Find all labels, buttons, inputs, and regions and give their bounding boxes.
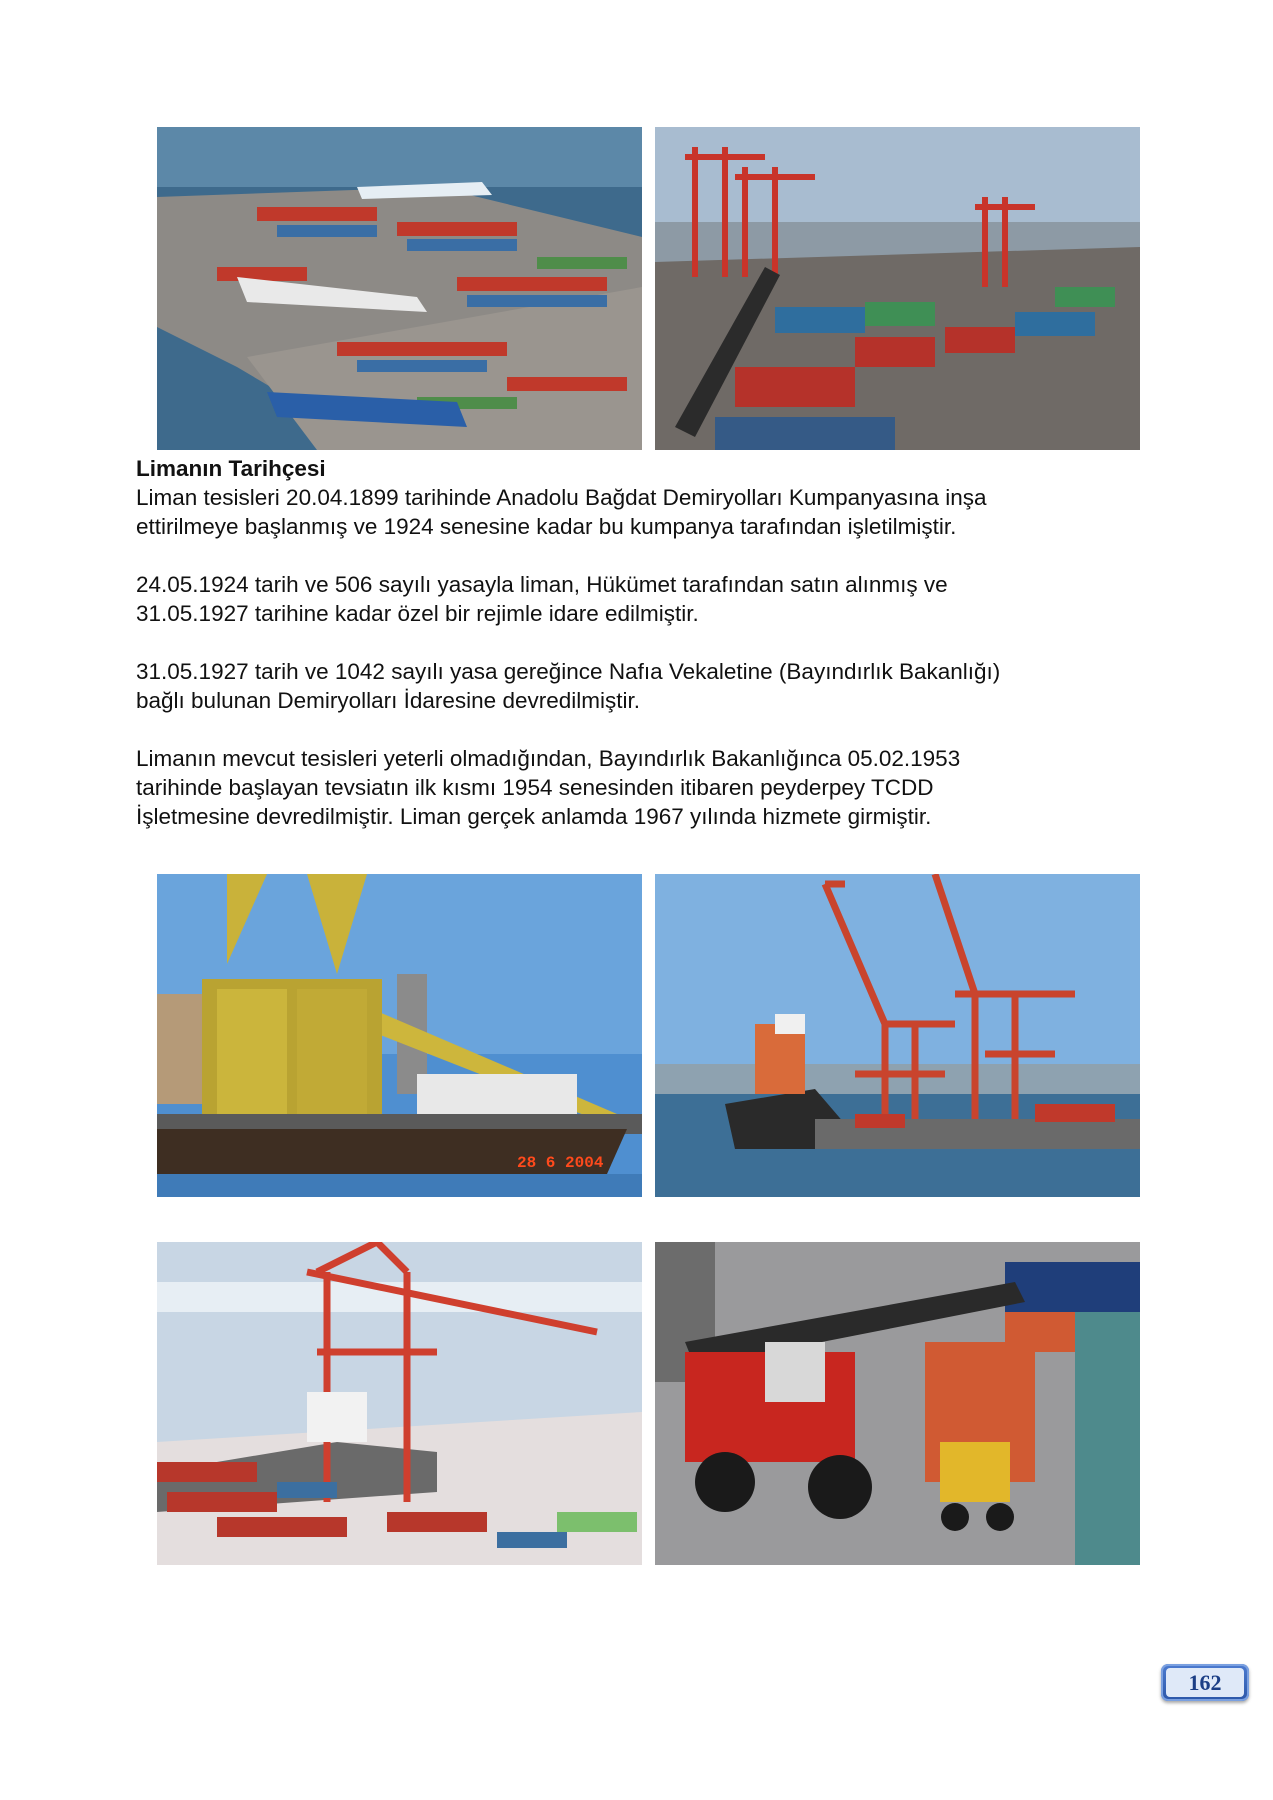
paragraph-line: Liman tesisleri 20.04.1899 tarihinde Anadolu Bağdat Demiryolları Kumpanyasına inşa bbox=[136, 485, 987, 510]
photo-sts-crane bbox=[157, 1242, 642, 1565]
paragraph-3 bbox=[136, 657, 1146, 715]
section-heading: Limanın Tarihçesi bbox=[136, 456, 326, 481]
paragraph-line: tarihinde başlayan tevsiatın ilk kısmı 1954 senesinden itibaren peyderpey TCDD bbox=[136, 775, 934, 800]
paragraph-2 bbox=[136, 570, 1146, 628]
paragraph-line: Limanın mevcut tesisleri yeterli olmadığından, Bayındırlık Bakanlığınca 05.02.1953 bbox=[136, 746, 961, 771]
photo-aerial-port bbox=[157, 127, 642, 450]
paragraph-line: İşletmesine devredilmiştir. Liman gerçek anlamda 1967 yılında hizmete girmiştir. bbox=[136, 804, 932, 829]
paragraph-line: 31.05.1927 tarih ve 1042 sayılı yasa gereğince Nafıa Vekaletine (Bayındırlık Bakanlığı) bbox=[136, 659, 1001, 684]
page-number: 162 bbox=[1166, 1668, 1244, 1697]
paragraph-line: 24.05.1924 tarih ve 506 sayılı yasayla liman, Hükümet tarafından satın alınmış ve bbox=[136, 572, 948, 597]
paragraph-line: 31.05.1927 tarihine kadar özel bir rejimle idare edilmiştir. bbox=[136, 601, 699, 626]
page-number-badge bbox=[1161, 1664, 1249, 1701]
photo-floating-crane bbox=[157, 874, 642, 1197]
paragraph-4 bbox=[136, 744, 1146, 831]
paragraph-1 bbox=[136, 483, 1146, 541]
paragraph-line: ettirilmeye başlanmış ve 1924 senesine kadar bu kumpanya tarafından işletilmiştir. bbox=[136, 514, 957, 539]
paragraph-line: bağlı bulunan Demiryolları İdaresine devredilmiştir. bbox=[136, 688, 640, 713]
photo-container-yard bbox=[655, 127, 1140, 450]
photo-date-stamp: 28 6 2004 bbox=[517, 1154, 604, 1172]
history-section bbox=[136, 454, 1146, 860]
photo-reach-stacker bbox=[655, 1242, 1140, 1565]
photo-gantry-cranes-ship bbox=[655, 874, 1140, 1197]
